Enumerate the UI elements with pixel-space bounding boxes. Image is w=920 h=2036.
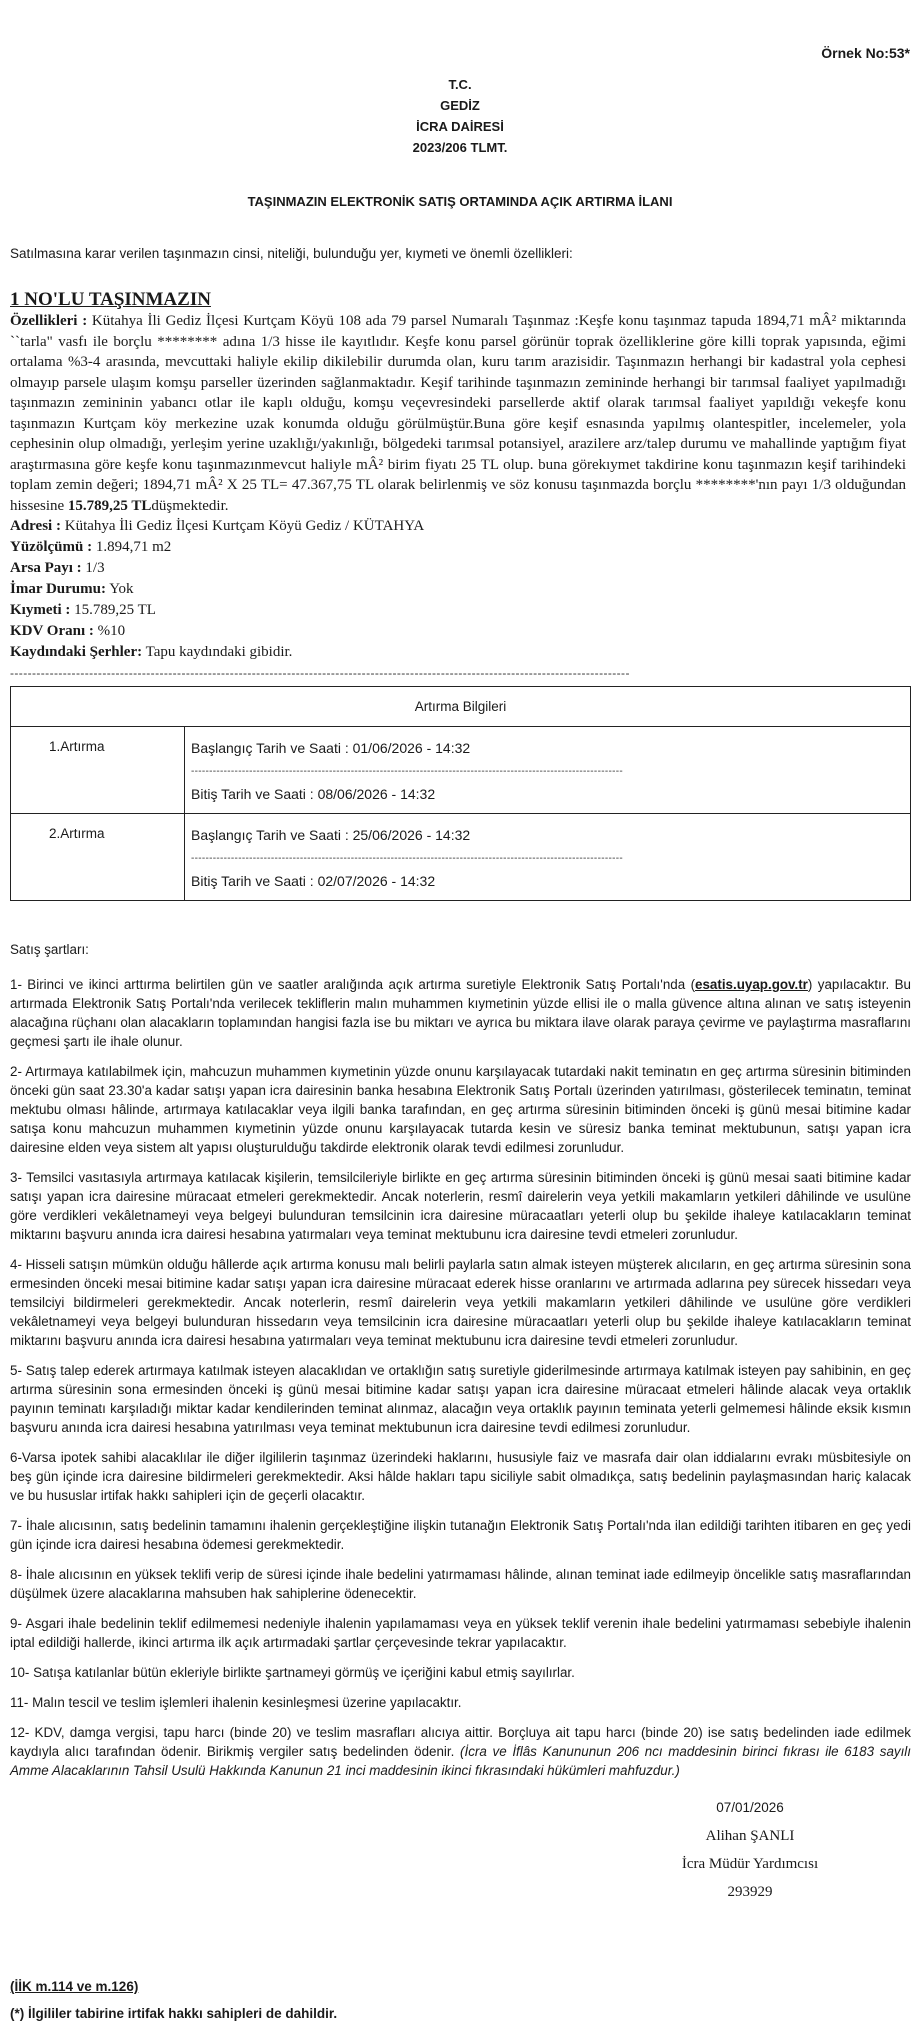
- condition-2: 2- Artırmaya katılabilmek için, mahcuzun muhammen kıymetinin yüzde onunu karşılayacak tutardaki nakit teminatın en geç artırma süresinin bitiminden önceki gün saat 23.30'a kadar satışı yapan icra dairesinin banka hesabına Elektronik Satış Portalı üzerinden yatırılması, gösterilecek teminatın, teminat mektubu olması hâlinde, artırmaya katılacaklar veya ilgili banka tarafından, en geç artırma süresinin bitiminden önceki iş günü mesai bitimine kadar satışa konu mahcuzun muhammen kıymetinin yüzde onunu karşılayacak tutarda kesin ve süresiz banka teminat mektubunun, satışı yapan icra dairesine elden veya sistem alt yapısı oluşturulduğu takdirde elektronik olarak tevdi edilmesi zorunludur.: [10, 1064, 911, 1155]
- field-adres: [10, 516, 906, 537]
- field-serhler: [10, 642, 906, 663]
- header-line-tc: T.C.: [448, 77, 472, 92]
- condition-10: 10- Satışa katılanlar bütün ekleriyle birlikte şartnameyi görmüş ve içeriğini kabul etmiş sayılırlar.: [10, 1665, 575, 1680]
- condition-3: 3- Temsilci vasıtasıyla artırmaya katılacak kişilerin, temsilcileriyle birlikte en geç artırma süresinin bitiminden önceki iş günü mesai saati bitimine kadar satışı yapan icra dairesine müracaat etmeleri gerekmektedir. Ancak noterlerin, resmî dairelerin veya yetkili makamların yetkileri dâhilinde ve usulüne göre verdikleri vekâletnameyi veya belgeyi bulunduran temsilcinin icra dairesine müracaatları yeterli olup bu şekilde ihaleye katılacakların teminat miktarını başvuru anında icra dairesi hesabına yatırmaları veya teminat mektubunu icra dairesine tevdi etmeleri zorunludur.: [10, 1170, 911, 1242]
- kdv-value: %10: [97, 623, 126, 639]
- auction-row-label: 1.Artırma: [11, 727, 185, 814]
- ornek-no: Örnek No:53*: [821, 45, 910, 61]
- auction-table-title: Artırma Bilgileri: [11, 687, 911, 727]
- auction-row-2: [11, 814, 911, 901]
- field-imar: [10, 579, 906, 600]
- field-kiymeti: [10, 600, 906, 621]
- ozellikler-amount: 15.789,25 TL: [67, 497, 152, 514]
- yuzolcumu-value: 1.894,71 m2: [95, 539, 172, 555]
- end-label: Bitiş Tarih ve Saati :: [191, 786, 314, 802]
- condition-12-italic: (İcra ve İflâs Kanununun 206 ncı maddesinin birinci fıkrası ile 6183 sayılı Amme Alacaklarının Tahsil Usulü Hakkında Kanunun 21 inci maddesinin ikinci fıkrasındaki hükümleri mahfuzdur.): [10, 1744, 911, 1778]
- footer-note-definition: (*) İlgililer tabirine irtifak hakkı sahipleri de dahildir.: [10, 2006, 338, 2021]
- auction-end: [191, 862, 904, 900]
- signature-number: 293929: [727, 1884, 773, 1900]
- condition-1: [10, 975, 911, 1051]
- imar-value: Yok: [109, 581, 134, 597]
- imar-label: İmar Durumu:: [10, 581, 106, 597]
- auction-row-1: [11, 727, 911, 814]
- field-yuzolcumu: [10, 537, 906, 558]
- signature-title: İcra Müdür Yardımcısı: [681, 1856, 819, 1872]
- auction-end: [191, 775, 904, 813]
- signature-name: Alihan ŞANLI: [705, 1828, 795, 1844]
- ozellikler-end: düşmektedir.: [151, 497, 229, 514]
- kiymeti-label: Kıymeti :: [10, 602, 71, 618]
- section-divider: ---------------------------------------------------------------------------------------------------------------------------------------------: [10, 666, 630, 680]
- arsa-payi-label: Arsa Payı :: [10, 560, 82, 576]
- announcement-title: TAŞINMAZIN ELEKTRONİK SATIŞ ORTAMINDA AÇIK ARTIRMA İLANI: [247, 194, 673, 209]
- condition-11: 11- Malın tescil ve teslim işlemleri ihalenin kesinleşmesi üzerine yapılacaktır.: [10, 1695, 462, 1710]
- field-kdv: [10, 621, 906, 642]
- intro-text: Satılmasına karar verilen taşınmazın cinsi, niteliği, bulunduğu yer, kıymeti ve önemli özellikleri:: [10, 246, 573, 261]
- auction-start: [191, 727, 904, 769]
- start-value: 25/06/2026 - 14:32: [352, 827, 471, 843]
- adres-value: Kütahya İli Gediz İlçesi Kurtçam Köyü Gediz / KÜTAHYA: [64, 518, 425, 534]
- auction-info-table: [10, 686, 911, 901]
- sale-conditions: [10, 940, 911, 1791]
- kdv-label: KDV Oranı :: [10, 623, 94, 639]
- auction-start: [191, 814, 904, 856]
- condition-1-text-b: ) yapılacaktır. Bu artırmada Elektronik Satış Portalı'nda verilecek tekliflerin malın muhammen kıymetinin yüzde ellisi ile o malla güvence altına alınan ve satış isteyenin alacağına rüçhanı olan alacakların toplamından hangisi fazla ise bu miktarı ve ayrıca bu miktara ilave olarak paraya çevirme ve paylaştırma masraflarını geçmesi şartı ile ihale olunur.: [10, 977, 911, 1049]
- condition-8: 8- İhale alıcısının en yüksek teklifi verip de süresi içinde ihale bedelini yatırmaması hâlinde, alınan teminat iade edilmeyip öncelikle satış masraflarından düşülmek üzere alacaklarına mahsuben hak sahiplerine ödenecektir.: [10, 1567, 911, 1601]
- serhler-label: Kaydındaki Şerhler:: [10, 644, 143, 660]
- conditions-heading: Satış şartları:: [10, 942, 89, 957]
- condition-6: 6-Varsa ipotek sahibi alacaklılar ile diğer ilgililerin taşınmaz üzerindeki haklarını, hususiyle faiz ve masrafa dair olan iddialarını evrakı müsbitesiyle on beş gün içinde icra dairesine bildirmeleri gerekmektedir. Aksi hâlde hakları tapu siciliyle sabit olmadıkça, satış bedelinin paylaşmasından hariç kalacak ve bu hususlar irtifak hakkı sahipleri için de geçerli olacaktır.: [10, 1450, 911, 1503]
- field-arsa-payi: [10, 558, 906, 579]
- ozellikler-label: Özellikleri :: [10, 313, 88, 329]
- auction-row-separator: -----------------------------------------------------------------------------------------------------------------------: [191, 769, 623, 775]
- serhler-value: Tapu kaydındaki gibidir.: [145, 644, 293, 660]
- property-description: [10, 311, 906, 516]
- start-label: Başlangıç Tarih ve Saati :: [191, 827, 349, 843]
- condition-1-text-a: 1- Birinci ve ikinci arttırma belirtilen gün ve saatler aralığında açık artırma suretiyle Elektronik Satış Portalı'nda (: [10, 977, 696, 992]
- condition-5: 5- Satış talep ederek artırmaya katılmak isteyen alacaklıdan ve ortaklığın satış suretiyle giderilmesinde artırmaya katılmak isteyen pay sahibinin, en geç artırma süresinin sona ermesinden önceki iş günü mesai bitimine kadar satışı yapan icra dairesine müracaat etmeleri hâlinde alacak veya ortaklık payının teminatı karşıladığı miktar kadar kendilerinden teminat alınmaz, alacağın veya ortaklık payının teminata yeterli gelmemesi hâlinde eksik kısmın başvuru anında icra dairesi hesabına yatırılması veya teminat mektubunun icra dairesine tevdi edilmesi zorunludur.: [10, 1363, 911, 1435]
- header-line-file-no: 2023/206 TLMT.: [412, 140, 508, 155]
- property-section: [10, 289, 906, 684]
- esatis-link[interactable]: esatis.uyap.gov.tr: [695, 977, 808, 992]
- end-value: 02/07/2026 - 14:32: [317, 873, 436, 889]
- header-line-city: GEDİZ: [440, 98, 480, 113]
- kiymeti-value: 15.789,25 TL: [74, 602, 156, 618]
- ozellikler-text: Kütahya İli Gediz İlçesi Kurtçam Köyü 108 ada 79 parsel Numaralı Taşınmaz :Keşfe konu taşınmaz tapuda 1894,71 mÂ² miktarında ``tarla" vasfı ile borçlu ******** adına 1/3 hisse ile kayıtlıdır. Keşfe konu parsel görünür toprak özelliklerine göre killi toprak yapısında, eğimi ortalama %3-4 arasında, mevcuttaki haliyle ekilip dikilebilir durumda olan, kuru tarım arazisidir. Taşınmazın herhangi bir kadastral yola cephesi olmayıp parsele ulaşım komşu parseller üzerinden sağlanmaktadır. Keşif tarihinde taşınmazın zemininde herhangi bir tarımsal faaliyet yapılmadığı taşınmazın zemininin yabancı otlar ile kaplı olduğu, komşu veçevresindeki parsellerde aktif olarak tarımsal faaliyet yapıldığı vekeşfe konu taşınmazın Kurtçam köy merkezine uzak konumda olduğu görülmüştür.Buna göre keşif esnasında yapılmış olantespitler, incelemeler, yola cephesinin olup olmadığı, yerleşim yerine uzaklığı/yakınlığı, bölgedeki tarımsal potansiyel, arazilere arz/talep durumu ve mahallinde yaptığım fiyat araştırmasına göre keşfe konu taşınmazınmevcut haliyle mÂ² birim fiyatı 25 TL olup. buna görekıymet takdirine konu taşınmazın keşif tarihindeki toplam zemin değeri; 1894,71 mÂ² X 25 TL= 47.367,75 TL olarak belirlenmiş ve söz konusu taşınmazda borçlu ********'nın payı 1/3 olduğundan hissesine: [10, 313, 906, 514]
- arsa-payi-value: 1/3: [85, 560, 105, 576]
- end-value: 08/06/2026 - 14:32: [317, 786, 436, 802]
- auction-row-separator: -----------------------------------------------------------------------------------------------------------------------: [191, 856, 623, 862]
- signature-date: 07/01/2026: [716, 1800, 784, 1815]
- condition-12: [10, 1723, 911, 1780]
- condition-4: 4- Hisseli satışın mümkün olduğu hâllerde açık artırma konusu malı belirli paylarla satın almak isteyen müşterek alıcıların, en geç artırma süresinin sona ermesinden önceki mesai bitimine kadar satışı yapan icra dairesine müracaat ederek hisse oranlarını ve artırmada adlarına pey sürecek hissedarı veya temsilciyi bildirmeleri gerekmektedir. Ancak noterlerin, resmî dairelerin veya yetkili makamların yetkileri dâhilinde ve usulüne göre verdikleri vekâletnameyi veya belgeyi bulunduran hissedarın veya temsilcinin icra dairesine müracaatları yeterli olup bu şekilde ihaleye katılacakların teminat miktarını başvuru anında icra dairesi hesabına yatırmaları veya teminat mektubunu icra dairesine tevdi etmeleri zorunludur.: [10, 1257, 911, 1348]
- header-line-office: İCRA DAİRESİ: [416, 119, 504, 134]
- yuzolcumu-label: Yüzölçümü :: [10, 539, 93, 555]
- document-header: [0, 74, 920, 158]
- auction-row-label: 2.Artırma: [11, 814, 185, 901]
- condition-12-text: 12- KDV, damga vergisi, tapu harcı (binde 20) ve teslim masrafları alıcıya aittir. Borçluya ait tapu harcı (binde 20) ise satış bedelinden iade edilmek kaydıyla alıcı tarafından ödenir. Birikmiş vergiler satış bedelinden ödenir.: [10, 1725, 911, 1759]
- start-label: Başlangıç Tarih ve Saati :: [191, 740, 349, 756]
- end-label: Bitiş Tarih ve Saati :: [191, 873, 314, 889]
- start-value: 01/06/2026 - 14:32: [352, 740, 471, 756]
- footer-note-law: (İİK m.114 ve m.126): [10, 1979, 139, 1994]
- condition-9: 9- Asgari ihale bedelinin teklif edilmemesi nedeniyle ihalenin yapılamaması veya en yüksek teklif verenin ihale bedelini yatırmaması sebebiyle ihalenin iptal edildiği hallerde, ikinci artırma ilk açık artırmadaki şartlar çerçevesinde tekrar yapılacaktır.: [10, 1616, 911, 1650]
- condition-7: 7- İhale alıcısının, satış bedelinin tamamını ihalenin gerçekleştiğine ilişkin tutanağın Elektronik Satış Portalı'nda ilan edildiği tarihten itibaren en geç yedi gün içinde icra dairesi hesabına ödemesi gerekmektedir.: [10, 1518, 911, 1552]
- property-title: 1 NO'LU TAŞINMAZIN: [10, 289, 211, 310]
- adres-label: Adresi :: [10, 518, 61, 534]
